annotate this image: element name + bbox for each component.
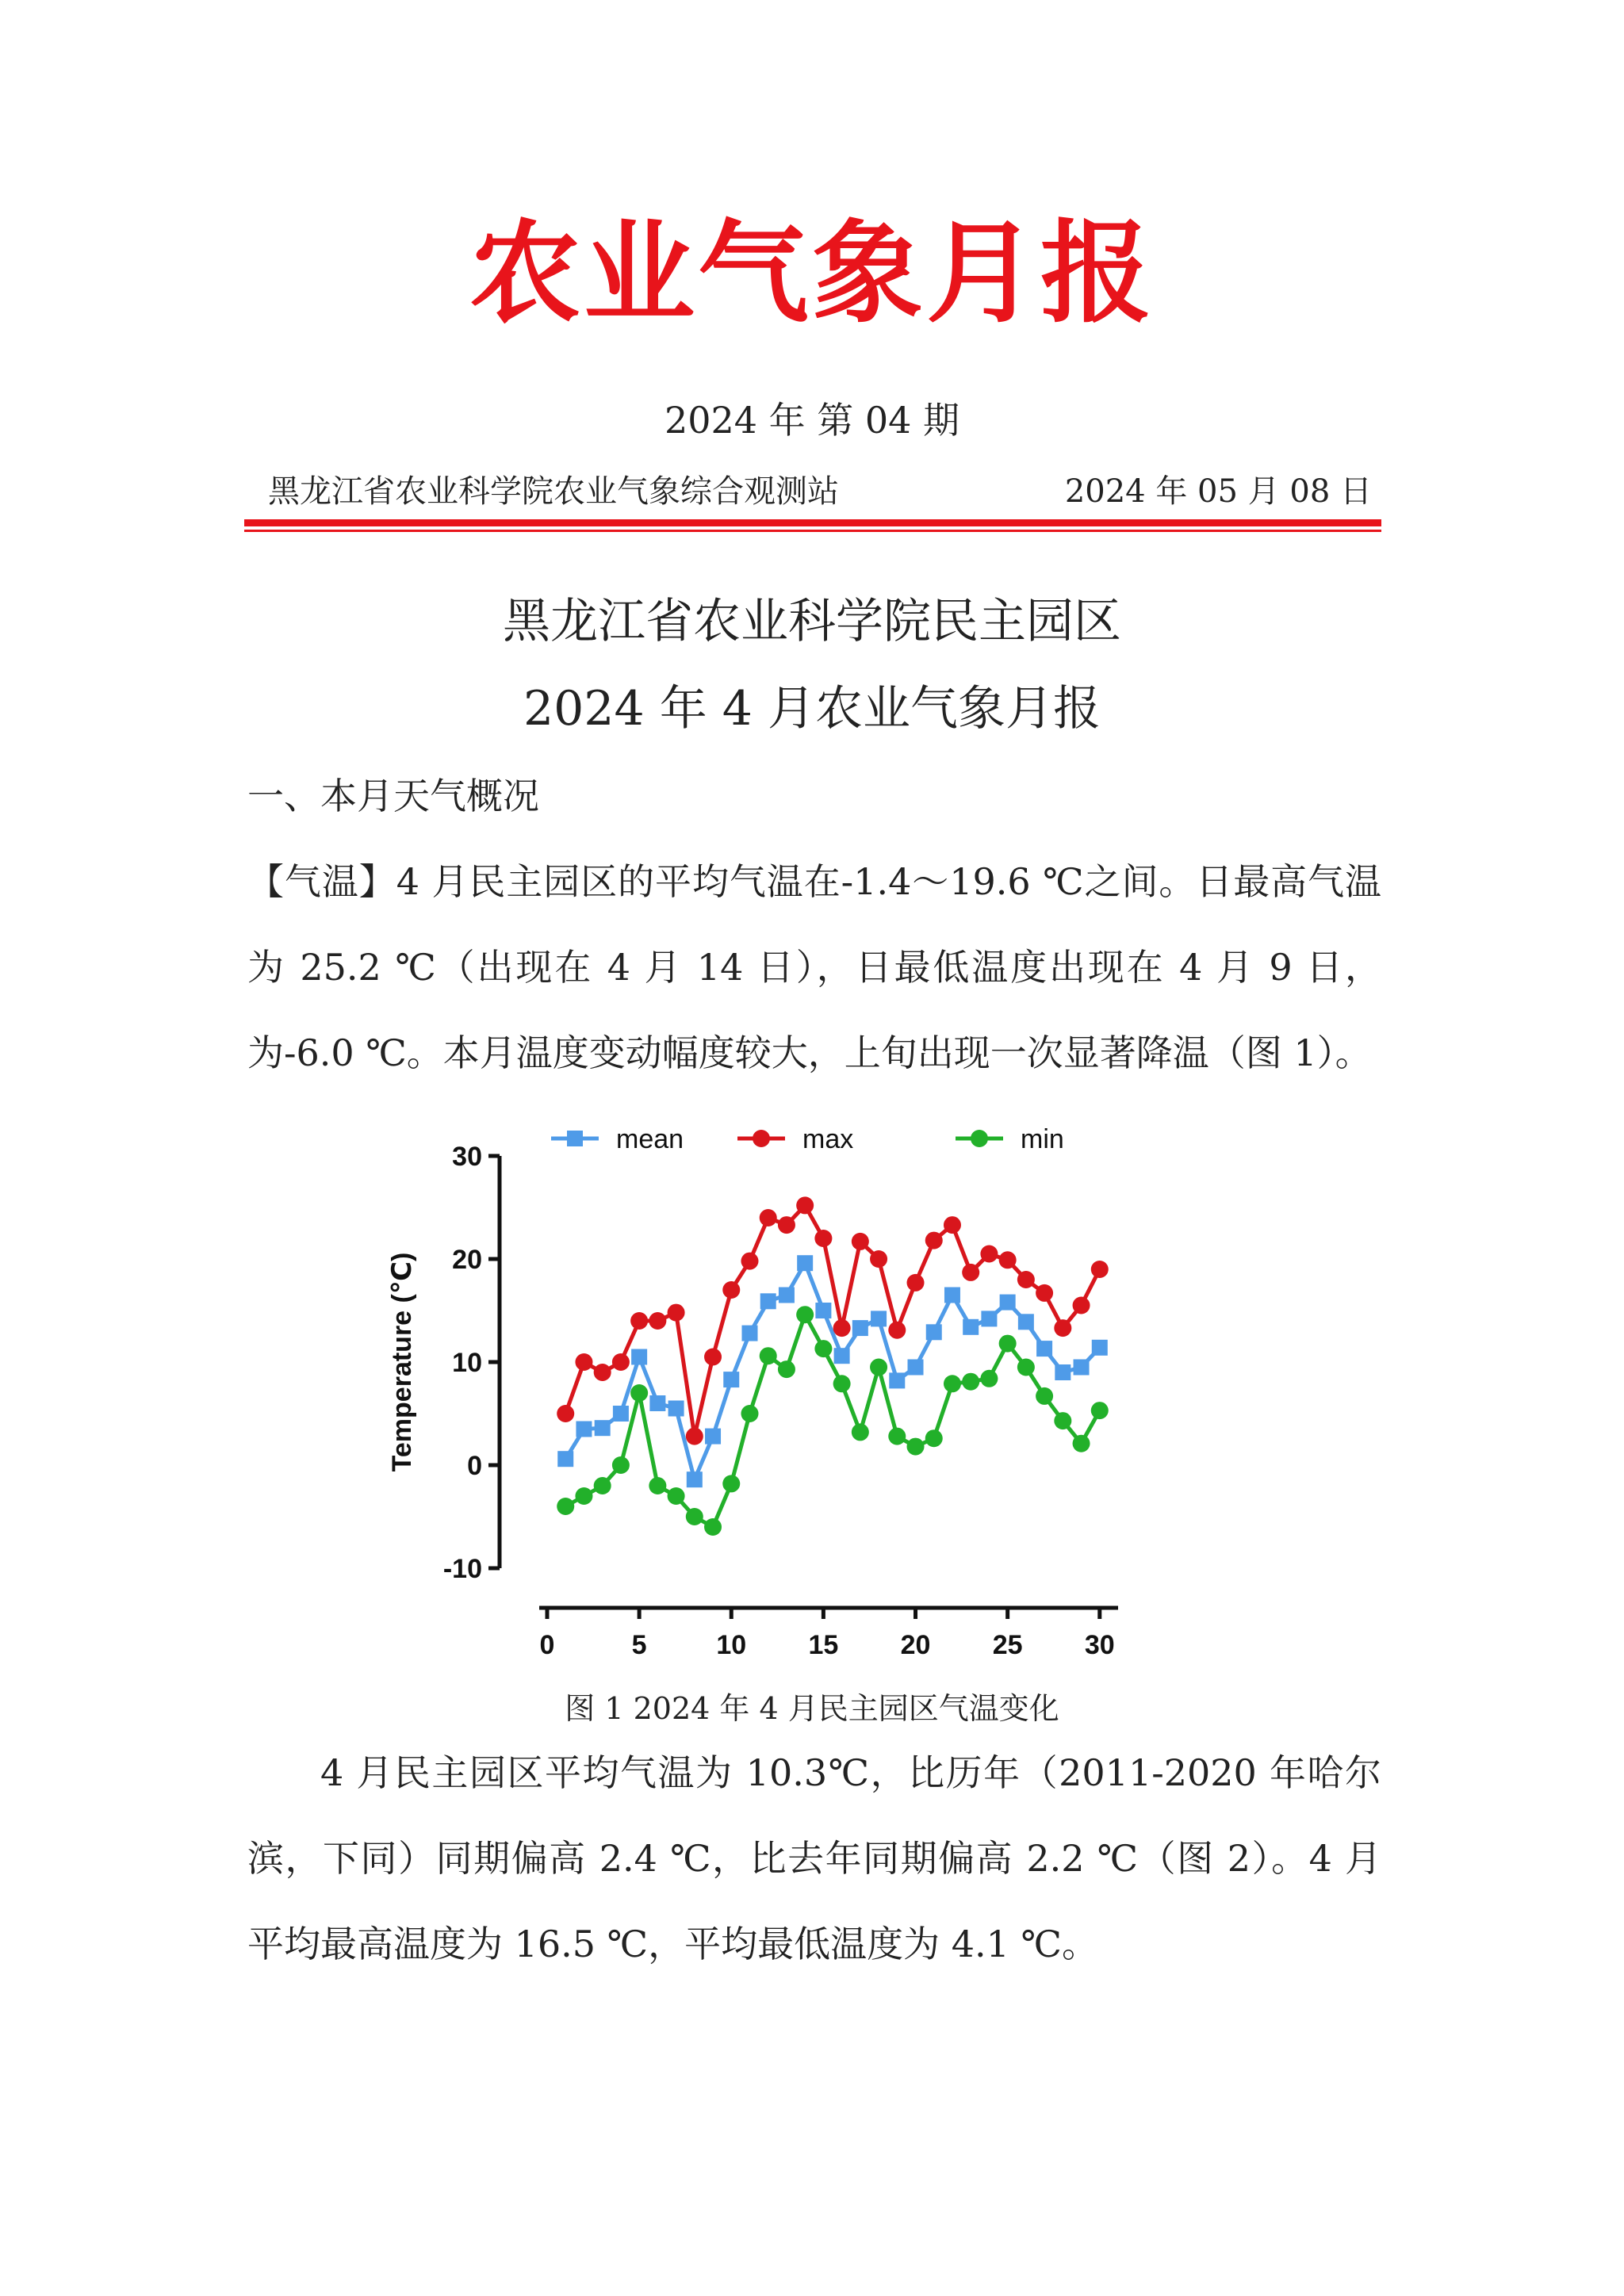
data-point-max [852, 1233, 869, 1250]
data-point-max [870, 1250, 887, 1268]
data-point-mean [1000, 1295, 1016, 1311]
temperature-paragraph: 【气温】4 月民主园区的平均气温在-1.4～19.6 ℃之间。日最高气温为 25.2 ℃（出现在 4 月 14 日），日最低温度出现在 4 月 9 日，为-6.0 ℃。本月温度变动幅度较大，上旬出现一次显著降温（图 1）。 [247, 860, 1381, 1074]
legend-marker-mean [567, 1131, 583, 1146]
data-point-min [668, 1487, 685, 1505]
data-point-max [888, 1322, 906, 1339]
x-tick-label: 10 [716, 1630, 747, 1660]
x-tick-label: 5 [631, 1630, 647, 1660]
data-point-mean [1074, 1360, 1090, 1376]
data-point-min [907, 1438, 925, 1456]
chart-plot-area [387, 1124, 1118, 1660]
data-point-max [833, 1319, 851, 1337]
data-point-mean [944, 1288, 960, 1303]
data-point-max [760, 1209, 777, 1226]
data-point-mean [1055, 1364, 1071, 1380]
data-point-max [649, 1312, 666, 1330]
x-tick-label: 15 [808, 1630, 839, 1660]
data-point-min [722, 1475, 740, 1492]
issue-date: 2024 年 05 月 08 日 [1064, 473, 1372, 510]
data-point-mean [981, 1311, 997, 1326]
x-tick-label: 30 [1084, 1630, 1115, 1660]
data-point-mean [1018, 1314, 1034, 1330]
data-point-min [594, 1477, 611, 1494]
data-point-min [999, 1335, 1017, 1353]
data-point-max [557, 1405, 574, 1422]
legend-marker-max [753, 1130, 770, 1147]
data-point-max [814, 1230, 832, 1247]
data-point-mean [1036, 1341, 1052, 1357]
data-point-mean [576, 1422, 592, 1437]
data-point-max [1091, 1261, 1109, 1278]
x-tick-label: 0 [539, 1630, 555, 1660]
data-point-min [649, 1477, 666, 1494]
data-point-min [944, 1375, 961, 1392]
data-point-max [1073, 1297, 1090, 1314]
y-tick-label: 30 [452, 1142, 482, 1172]
data-point-max [686, 1428, 703, 1445]
legend-label-max: max [802, 1124, 854, 1154]
report-title-line1: 黑龙江省农业科学院民主园区 [503, 594, 1121, 649]
data-point-mean [687, 1471, 703, 1487]
header-divider-thick [244, 519, 1381, 526]
data-point-mean [926, 1324, 942, 1340]
data-point-mean [815, 1303, 831, 1318]
data-point-mean [871, 1311, 887, 1326]
data-point-max [1036, 1284, 1053, 1302]
data-point-mean [889, 1372, 905, 1388]
data-point-min [778, 1360, 795, 1378]
data-point-mean [963, 1319, 979, 1335]
x-tick-label: 25 [992, 1630, 1023, 1660]
data-point-min [630, 1384, 648, 1402]
data-point-mean [631, 1349, 647, 1365]
data-point-min [852, 1423, 869, 1441]
data-point-min [741, 1405, 758, 1422]
y-tick-label: -10 [442, 1554, 482, 1584]
data-point-max [704, 1349, 722, 1366]
data-point-mean [760, 1293, 776, 1309]
data-point-mean [649, 1395, 665, 1411]
y-tick-label: 20 [452, 1245, 482, 1275]
data-point-min [760, 1347, 777, 1364]
legend-marker-min [971, 1130, 988, 1147]
data-point-min [925, 1429, 943, 1447]
data-point-min [888, 1428, 906, 1445]
data-point-min [1091, 1402, 1109, 1419]
y-tick-label: 10 [452, 1348, 482, 1378]
y-tick-label: 0 [467, 1451, 482, 1481]
section-heading-weather-overview: 一、本月天气概况 [247, 775, 539, 817]
data-point-min [962, 1373, 979, 1391]
report-title-line2: 2024 年 4 月农业气象月报 [523, 681, 1101, 737]
data-point-max [594, 1364, 611, 1381]
data-point-max [612, 1353, 630, 1371]
issue-number: 2024 年 第 04 期 [664, 399, 960, 442]
data-point-min [704, 1518, 722, 1536]
data-point-min [814, 1340, 832, 1357]
data-point-max [962, 1264, 979, 1281]
data-point-max [575, 1353, 592, 1371]
data-point-mean [779, 1288, 795, 1303]
data-point-max [668, 1304, 685, 1322]
data-point-mean [705, 1429, 721, 1445]
data-point-max [778, 1216, 795, 1234]
data-point-min [833, 1375, 851, 1392]
data-point-mean [595, 1420, 611, 1436]
data-point-max [741, 1253, 758, 1270]
temperature-line-chart [373, 1116, 1213, 1671]
data-point-mean [557, 1451, 573, 1467]
data-point-min [686, 1508, 703, 1525]
data-point-max [1054, 1319, 1071, 1337]
data-point-min [612, 1456, 630, 1474]
data-point-max [925, 1232, 943, 1249]
data-point-max [796, 1196, 814, 1214]
monthly-mean-paragraph: 4 月民主园区平均气温为 10.3℃，比历年（2011-2020 年哈尔滨，下同）同期偏高 2.4 ℃，比去年同期偏高 2.2 ℃（图 2）。4 月平均最高温度为 16.5 ℃，平均最低温度为 4.1 ℃。 [247, 1751, 1381, 1965]
data-point-mean [741, 1326, 757, 1341]
series-line-min [565, 1314, 1100, 1527]
data-point-max [722, 1281, 740, 1299]
data-point-mean [908, 1360, 924, 1376]
report-masthead-title: 农业气象月报 [469, 209, 1155, 339]
data-point-min [796, 1306, 814, 1323]
data-point-min [980, 1370, 998, 1387]
legend-label-mean: mean [616, 1124, 684, 1154]
data-point-min [1054, 1412, 1071, 1429]
data-point-min [557, 1498, 574, 1515]
data-point-mean [668, 1401, 684, 1417]
legend-label-min: min [1021, 1124, 1064, 1154]
data-point-mean [852, 1320, 868, 1336]
data-point-min [870, 1359, 887, 1376]
data-point-min [1073, 1435, 1090, 1452]
data-point-max [630, 1312, 648, 1330]
data-point-max [1017, 1271, 1035, 1288]
data-point-mean [797, 1255, 813, 1271]
header-divider-thin [244, 530, 1381, 532]
issuing-organization: 黑龙江省农业科学院农业气象综合观测站 [268, 473, 839, 510]
y-axis-label: Temperature (℃) [387, 1252, 417, 1472]
data-point-mean [834, 1348, 850, 1364]
data-point-min [1036, 1387, 1053, 1405]
data-point-min [575, 1487, 592, 1505]
data-point-min [1017, 1359, 1035, 1376]
data-point-max [999, 1251, 1017, 1269]
x-tick-label: 20 [900, 1630, 931, 1660]
data-point-max [944, 1216, 961, 1234]
figure-1-caption: 图 1 2024 年 4 月民主园区气温变化 [565, 1691, 1059, 1726]
data-point-max [980, 1246, 998, 1263]
data-point-max [907, 1274, 925, 1292]
data-point-mean [613, 1406, 629, 1422]
data-point-mean [1092, 1340, 1108, 1356]
data-point-mean [723, 1372, 739, 1387]
